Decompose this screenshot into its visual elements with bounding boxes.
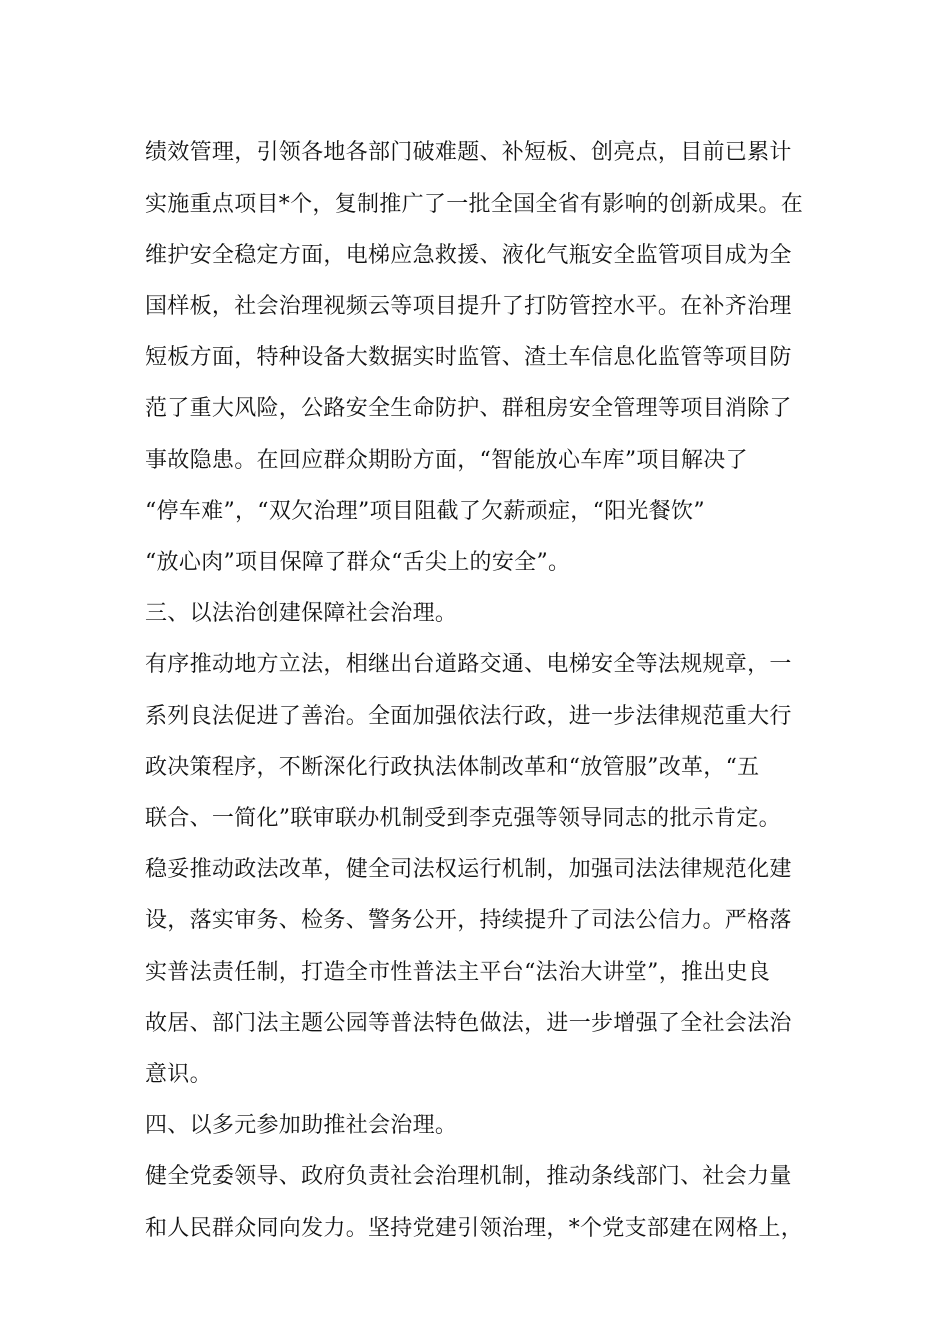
text-line: 国样板，社会治理视频云等项目提升了打防管控水平。在补齐治理 xyxy=(145,294,792,319)
text-line: 范了重大风险，公路安全生命防护、群租房安全管理等项目消除了 xyxy=(145,396,792,421)
text-line: 有序推动地方立法，相继出台道路交通、电梯安全等法规规章，一 xyxy=(145,652,792,677)
text-line: 故居、部门法主题公园等普法特色做法，进一步增强了全社会法治 xyxy=(145,1011,792,1036)
section-heading: 四、以多元参加助推社会治理。 xyxy=(145,1113,458,1138)
text-line: 意识。 xyxy=(145,1062,212,1087)
text-line: 维护安全稳定方面，电梯应急救援、液化气瓶安全监管项目成为全 xyxy=(145,243,792,268)
text-line: 短板方面，特种设备大数据实时监管、渣土车信息化监管等项目防 xyxy=(145,345,792,370)
text-line: “放心肉”项目保障了群众“舌尖上的安全”。 xyxy=(145,550,571,575)
text-line: 系列良法促进了善治。全面加强依法行政，进一步法律规范重大行 xyxy=(145,704,792,729)
text-line: 设，落实审务、检务、警务公开，持续提升了司法公信力。严格落 xyxy=(145,908,792,933)
text-line: 绩效管理，引领各地各部门破难题、补短板、创亮点，目前已累计 xyxy=(145,140,792,165)
text-line: 事故隐患。在回应群众期盼方面，“智能放心车库”项目解决了 xyxy=(145,448,748,473)
text-line: 和人民群众同向发力。坚持党建引领治理，*个党支部建在网格上， xyxy=(145,1216,804,1241)
text-line: 政决策程序，不断深化行政执法体制改革和“放管服”改革，“五 xyxy=(145,755,760,780)
text-line: 实普法责任制，打造全市性普法主平台“法治大讲堂”，推出史良 xyxy=(145,960,771,985)
section-heading: 三、以法治创建保障社会治理。 xyxy=(145,601,458,626)
text-line: 健全党委领导、政府负责社会治理机制，推动条线部门、社会力量 xyxy=(145,1164,792,1189)
text-line: 实施重点项目*个，复制推广了一批全国全省有影响的创新成果。在 xyxy=(145,192,804,217)
text-line: “停车难”，“双欠治理”项目阻截了欠薪顽症，“阳光餐饮” xyxy=(145,499,705,524)
text-line: 联合、一简化”联审联办机制受到李克强等领导同志的批示肯定。 xyxy=(145,806,781,831)
text-line: 稳妥推动政法改革，健全司法权运行机制，加强司法法律规范化建 xyxy=(145,857,792,882)
